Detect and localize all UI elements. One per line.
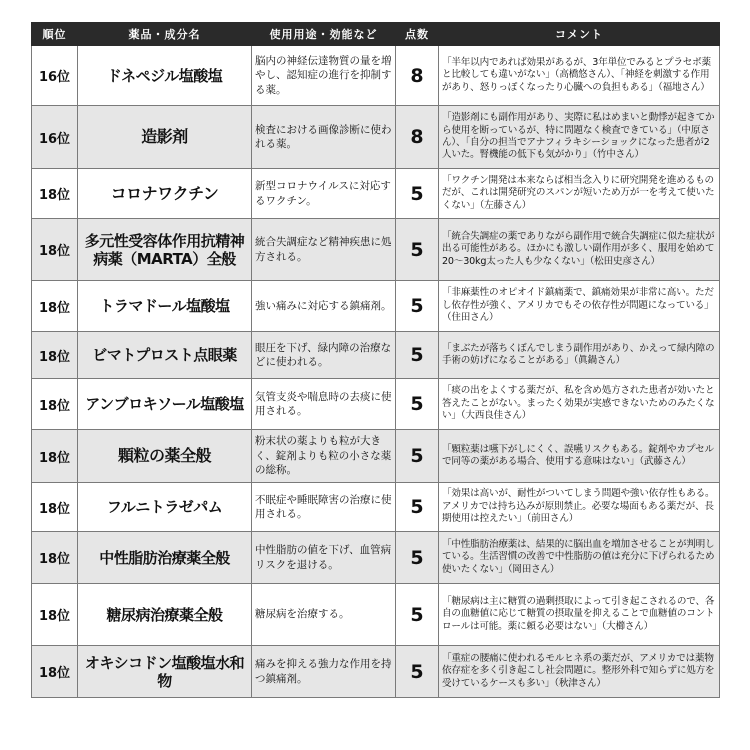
- usage-cell: 痛みを抑える強力な作用を持つ鎮痛剤。: [252, 646, 396, 698]
- table-row: [32, 281, 720, 332]
- header-drug-name: 薬品・成分名: [78, 23, 252, 46]
- drug-name-cell: 中性脂肪治療薬全般: [78, 532, 252, 584]
- table-row: [32, 219, 720, 281]
- score-cell: 5: [396, 532, 439, 584]
- usage-cell: 新型コロナウイルスに対応するワクチン。: [252, 169, 396, 219]
- drug-name-cell: 多元性受容体作用抗精神病薬（MARTA）全般: [78, 219, 252, 281]
- score-cell: 5: [396, 584, 439, 646]
- comment-cell: 「造影剤にも副作用があり、実際に私はめまいと動悸が起きてから使用を断っているが、特に問題なく検査できている」（中原さん）、「自分の担当でアナフィラキシーショックになった患者が2人いた。腎機能の低下も気がかり」（竹中さん）: [439, 106, 720, 169]
- drug-name-cell: 糖尿病治療薬全般: [78, 584, 252, 646]
- rank-cell: 16位: [32, 106, 78, 169]
- rank-cell: 18位: [32, 332, 78, 379]
- drug-name-cell: オキシコドン塩酸塩水和物: [78, 646, 252, 698]
- comment-cell: 「非麻薬性のオピオイド鎮痛薬で、鎮痛効果が非常に高い。ただし依存性が強く、アメリカでもその依存性が問題になっている」（住田さん）: [439, 281, 720, 332]
- comment-cell: 「糖尿病は主に糖質の過剰摂取によって引き起こされるので、各自の血糖値に応じて糖質の摂取量を抑えることで血糖値のコントロールは可能。薬に頼る必要はない」（大櫛さん）: [439, 584, 720, 646]
- comment-cell: 「効果は高いが、耐性がついてしまう問題や強い依存性もある。アメリカでは持ち込みが原則禁止。必要な場面もある薬だが、長期使用は控えたい」（前田さん）: [439, 483, 720, 532]
- table-row: [32, 584, 720, 646]
- drug-name-cell: アンブロキソール塩酸塩: [78, 379, 252, 430]
- table-row: [32, 532, 720, 584]
- table-row: [32, 106, 720, 169]
- score-cell: 5: [396, 332, 439, 379]
- rank-cell: 18位: [32, 281, 78, 332]
- rank-cell: 18位: [32, 483, 78, 532]
- score-cell: 5: [396, 219, 439, 281]
- score-cell: 5: [396, 169, 439, 219]
- drug-name-cell: トラマドール塩酸塩: [78, 281, 252, 332]
- rank-cell: 18位: [32, 532, 78, 584]
- drug-name-cell: フルニトラゼパム: [78, 483, 252, 532]
- score-cell: 8: [396, 46, 439, 106]
- usage-cell: 検査における画像診断に使われる薬。: [252, 106, 396, 169]
- rank-cell: 18位: [32, 379, 78, 430]
- table-row: [32, 46, 720, 106]
- comment-cell: 「痰の出をよくする薬だが、私を含め処方された患者が効いたと答えたことがない。まったく効果が実感できないためのみたくない」（大西良佳さん）: [439, 379, 720, 430]
- usage-cell: 糖尿病を治療する。: [252, 584, 396, 646]
- usage-cell: 統合失調症など精神疾患に処方される。: [252, 219, 396, 281]
- header-comment: コメント: [439, 23, 720, 46]
- table-row: [32, 379, 720, 430]
- rank-cell: 18位: [32, 219, 78, 281]
- drug-name-cell: 造影剤: [78, 106, 252, 169]
- drug-name-cell: ドネペジル塩酸塩: [78, 46, 252, 106]
- table-row: [32, 483, 720, 532]
- usage-cell: 気管支炎や喘息時の去痰に使用される。: [252, 379, 396, 430]
- rank-cell: 18位: [32, 169, 78, 219]
- rank-cell: 16位: [32, 46, 78, 106]
- header-score: 点数: [396, 23, 439, 46]
- header-usage: 使用用途・効能など: [252, 23, 396, 46]
- comment-cell: 「中性脂肪治療薬は、結果的に脳出血を増加させることが判明している。生活習慣の改善で中性脂肪の値は充分に下げられるため使いたくない」（岡田さん）: [439, 532, 720, 584]
- drug-ranking-table: [31, 22, 720, 698]
- drug-name-cell: 顆粒の薬全般: [78, 430, 252, 483]
- score-cell: 5: [396, 281, 439, 332]
- rank-cell: 18位: [32, 430, 78, 483]
- score-cell: 5: [396, 430, 439, 483]
- usage-cell: 中性脂肪の値を下げ、血管病リスクを退ける。: [252, 532, 396, 584]
- comment-cell: 「顆粒薬は嚥下がしにくく、誤嚥リスクもある。錠剤やカプセルで同等の薬がある場合、使用する意味はない」（武藤さん）: [439, 430, 720, 483]
- score-cell: 5: [396, 379, 439, 430]
- usage-cell: 不眠症や睡眠障害の治療に使用される。: [252, 483, 396, 532]
- comment-cell: 「半年以内であれば効果があるが、3年単位でみるとプラセボ薬と比較しても違いがない」（高橋悠さん）、「神経を刺激する作用があり、怒りっぽくなったり心臓への負担もある」（福地さん）: [439, 46, 720, 106]
- rank-cell: 18位: [32, 584, 78, 646]
- comment-cell: 「ワクチン開発は本来ならば相当念入りに研究開発を進めるものだが、これは開発研究のスパンが短いため万が一を考えて使いたくない」（左藤さん）: [439, 169, 720, 219]
- comment-cell: 「統合失調症の薬でありながら副作用で統合失調症に似た症状が出る可能性がある。ほかにも激しい副作用が多く、服用を始めて20～30kg太った人も少なくない」（松田史彦さん）: [439, 219, 720, 281]
- rank-cell: 18位: [32, 646, 78, 698]
- score-cell: 8: [396, 106, 439, 169]
- table-row: [32, 646, 720, 698]
- usage-cell: 粉末状の薬よりも粒が大きく、錠剤よりも粒の小さな薬の総称。: [252, 430, 396, 483]
- table-header-row: [32, 23, 720, 46]
- table-row: [32, 332, 720, 379]
- drug-name-cell: コロナワクチン: [78, 169, 252, 219]
- usage-cell: 眼圧を下げ、緑内障の治療などに使われる。: [252, 332, 396, 379]
- drug-name-cell: ビマトプロスト点眼薬: [78, 332, 252, 379]
- score-cell: 5: [396, 646, 439, 698]
- comment-cell: 「重症の腰痛に使われるモルヒネ系の薬だが、アメリカでは薬物依存症を多く引き起こし社会問題に。整形外科で知らずに処方を受けているケースも多い」（秋津さん）: [439, 646, 720, 698]
- header-rank: 順位: [32, 23, 78, 46]
- usage-cell: 脳内の神経伝達物質の量を増やし、認知症の進行を抑制する薬。: [252, 46, 396, 106]
- usage-cell: 強い痛みに対応する鎮痛剤。: [252, 281, 396, 332]
- score-cell: 5: [396, 483, 439, 532]
- comment-cell: 「まぶたが落ちくぼんでしまう副作用があり、かえって緑内障の手術の妨げになることがある」（眞鍋さん）: [439, 332, 720, 379]
- table-row: [32, 430, 720, 483]
- ranking-table-container: [31, 22, 719, 698]
- table-row: [32, 169, 720, 219]
